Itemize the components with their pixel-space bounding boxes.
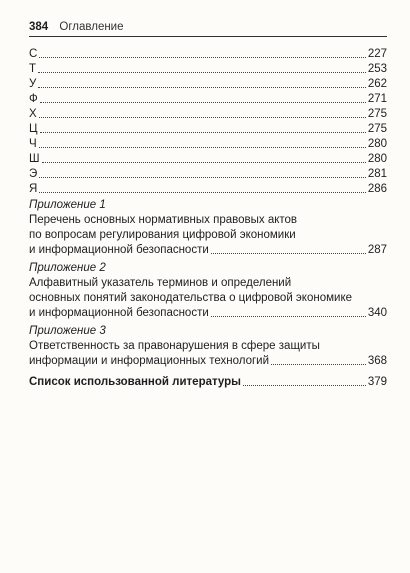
entry-label: и информационной безопасности [29, 244, 209, 256]
dot-leader [38, 86, 366, 88]
entry-page: 340 [367, 307, 387, 319]
page-number: 384 [29, 21, 49, 33]
dot-leader [38, 71, 366, 73]
dot-leader [211, 252, 366, 254]
toc-entry-appendix [29, 243, 387, 257]
dot-leader [39, 56, 366, 58]
entry-label: Ф [29, 93, 38, 105]
entry-page: 286 [367, 183, 387, 195]
entry-page: 275 [367, 123, 387, 135]
toc-entry-letter [29, 92, 387, 106]
entry-label: Ц [29, 123, 38, 135]
appendix-heading: Приложение 1 [29, 199, 106, 211]
entry-label: У [29, 78, 37, 90]
toc-entry-letter [29, 77, 387, 91]
entry-label: информации и информационных технологий [29, 355, 270, 367]
appendix-title-line: по вопросам регулирования цифровой экономики [29, 229, 296, 241]
toc-entry-letter [29, 62, 387, 76]
entry-page: 379 [367, 376, 387, 388]
dot-leader [39, 176, 366, 178]
entry-page: 281 [367, 168, 387, 180]
appendix-title-line: Перечень основных нормативных правовых актов [29, 214, 298, 226]
entry-page: 271 [367, 93, 387, 105]
dot-leader [39, 146, 366, 148]
toc-entry-letter [29, 107, 387, 121]
toc-entry-appendix [29, 306, 387, 320]
entry-label: Ч [29, 138, 37, 150]
entry-page: 280 [367, 153, 387, 165]
toc-entry-appendix [29, 354, 387, 368]
entry-label: и информационной безопасности [29, 307, 209, 319]
entry-page: 253 [367, 63, 387, 75]
entry-label: Э [29, 168, 38, 180]
entry-label: Ш [29, 153, 40, 165]
dot-leader [42, 161, 366, 163]
entry-page: 287 [367, 244, 387, 256]
dot-leader [271, 363, 366, 365]
toc-entry-letter [29, 182, 387, 196]
entry-page: 368 [367, 355, 387, 367]
entry-label: Список использованной литературы [29, 376, 241, 388]
appendix-heading: Приложение 3 [29, 325, 106, 337]
running-title: Оглавление [59, 21, 124, 33]
entry-page: 227 [367, 48, 387, 60]
appendix-title-line: основных понятий законодательства о цифровой экономике [29, 292, 352, 304]
toc-entry-letter [29, 47, 387, 61]
toc-entry-letter [29, 122, 387, 136]
appendix-title-line: Алфавитный указатель терминов и определений [29, 277, 292, 289]
entry-page: 275 [367, 108, 387, 120]
dot-leader [211, 315, 366, 317]
toc-entry-letter [29, 167, 387, 181]
entry-label: Х [29, 108, 37, 120]
dot-leader [243, 384, 366, 386]
page-header [29, 20, 387, 37]
entry-label: Т [29, 63, 37, 75]
toc-entry-letter [29, 137, 387, 151]
appendix-title-line: Ответственность за правонарушения в сфере защиты [29, 340, 320, 352]
dot-leader [40, 131, 366, 133]
appendix-heading: Приложение 2 [29, 262, 106, 274]
toc-entry-references [29, 375, 387, 389]
entry-page: 262 [367, 78, 387, 90]
dot-leader [39, 116, 366, 118]
dot-leader [40, 101, 366, 103]
dot-leader [39, 191, 366, 193]
toc-entry-letter [29, 152, 387, 166]
entry-label: Я [29, 183, 38, 195]
entry-label: С [29, 48, 38, 60]
entry-page: 280 [367, 138, 387, 150]
